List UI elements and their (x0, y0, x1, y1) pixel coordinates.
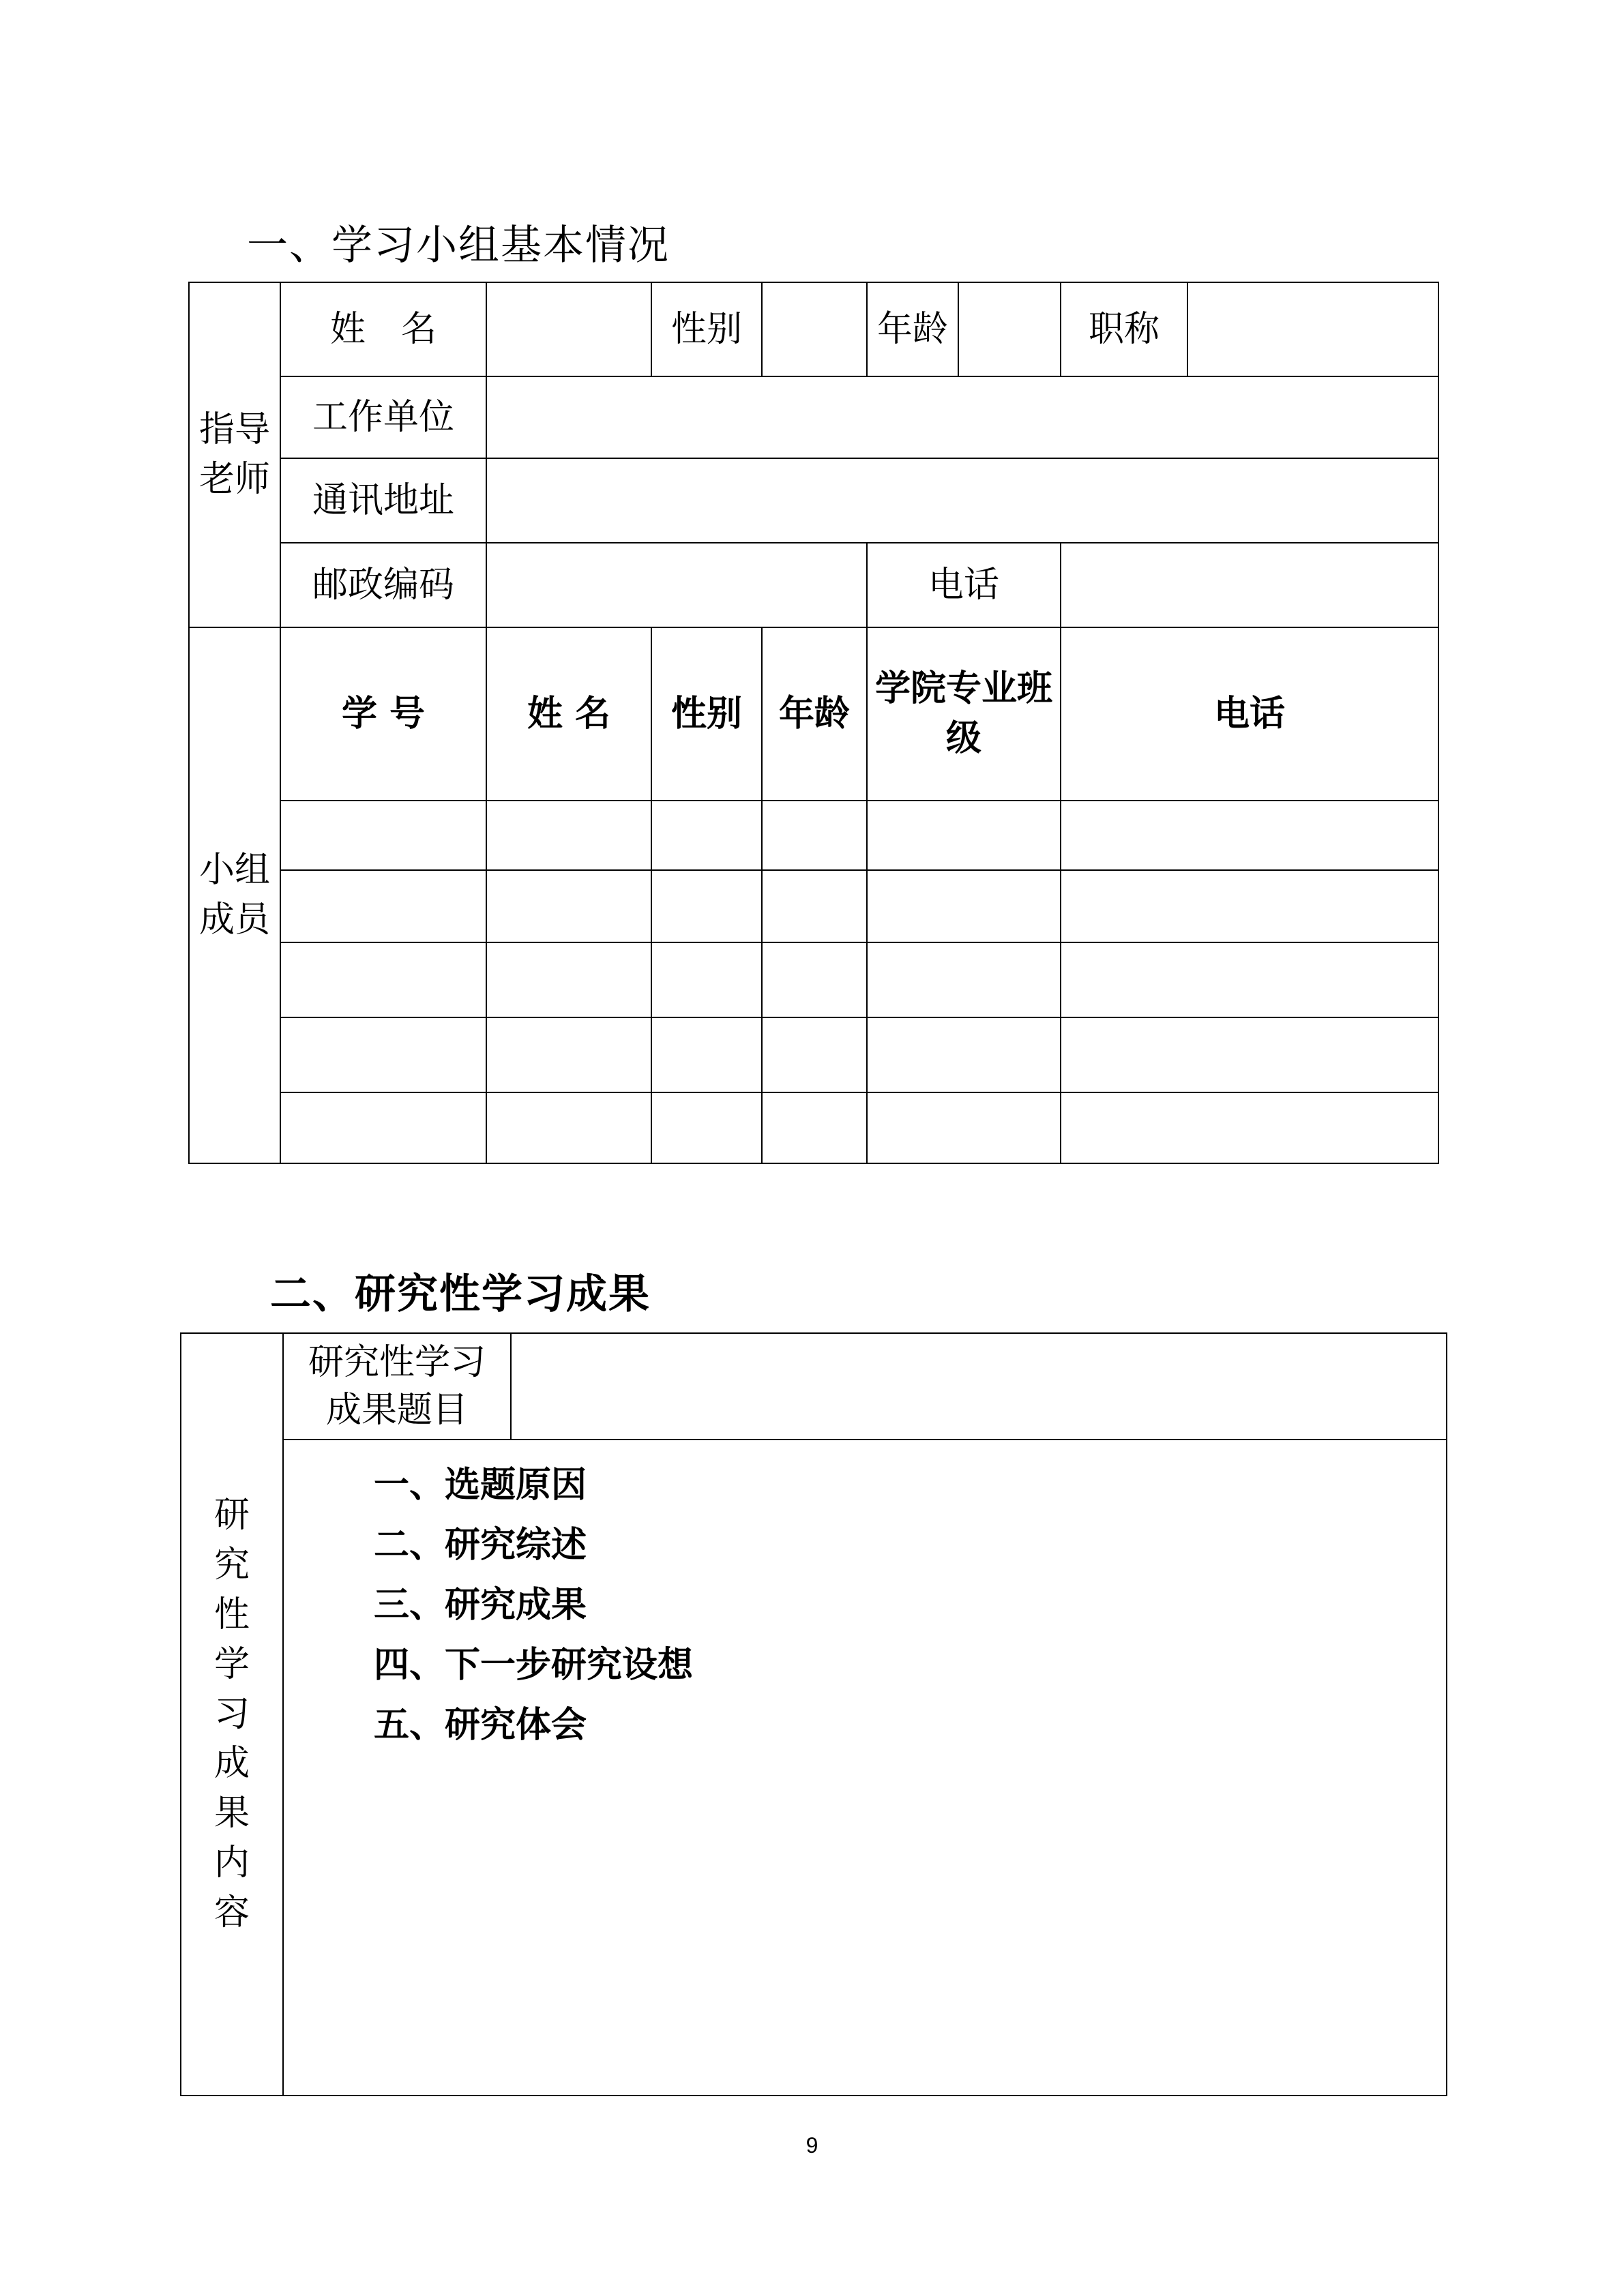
advisor-postcode-label: 邮政编码 (280, 543, 486, 627)
member-cell[interactable] (762, 1017, 867, 1092)
member-cell[interactable] (762, 870, 867, 942)
member-header-college-class: 学院专业班级 (867, 627, 1061, 801)
member-cell[interactable] (1061, 1017, 1438, 1092)
member-cell[interactable] (280, 870, 486, 942)
advisor-workplace-field[interactable] (486, 376, 1438, 458)
member-cell[interactable] (867, 1092, 1061, 1163)
results-topic-field[interactable] (511, 1333, 1447, 1440)
member-cell[interactable] (651, 870, 762, 942)
list-item: 五、研究体会 (374, 1705, 587, 1746)
page-number: 9 (806, 2133, 818, 2158)
members-row-label: 小组 成员 (189, 627, 280, 1163)
member-cell[interactable] (762, 1092, 867, 1163)
member-cell[interactable] (280, 801, 486, 870)
member-cell[interactable] (867, 942, 1061, 1017)
member-cell[interactable] (651, 942, 762, 1017)
member-cell[interactable] (651, 801, 762, 870)
member-cell[interactable] (651, 1092, 762, 1163)
advisor-title-label: 职称 (1061, 282, 1187, 376)
research-results-table (180, 1332, 1447, 2096)
list-item: 二、研究综述 (374, 1525, 587, 1566)
table-row (189, 870, 1438, 942)
member-cell[interactable] (486, 1017, 651, 1092)
results-topic-label: 研究性学习 成果题目 (283, 1333, 511, 1440)
member-cell[interactable] (486, 942, 651, 1017)
member-cell[interactable] (1061, 870, 1438, 942)
member-cell[interactable] (762, 942, 867, 1017)
advisor-workplace-label: 工作单位 (280, 376, 486, 458)
advisor-title-field[interactable] (1187, 282, 1438, 376)
member-header-student-id: 学 号 (280, 627, 486, 801)
advisor-postcode-field[interactable] (486, 543, 867, 627)
member-cell[interactable] (867, 801, 1061, 870)
member-cell[interactable] (867, 1017, 1061, 1092)
advisor-phone-field[interactable] (1061, 543, 1438, 627)
member-header-gender: 性别 (651, 627, 762, 801)
advisor-phone-label: 电话 (867, 543, 1061, 627)
table-row (189, 1017, 1438, 1092)
member-cell[interactable] (486, 801, 651, 870)
member-header-age: 年龄 (762, 627, 867, 801)
advisor-address-label: 通讯地址 (280, 458, 486, 543)
advisor-name-label: 姓 名 (280, 282, 486, 376)
group-info-table (188, 282, 1439, 1164)
member-cell[interactable] (486, 1092, 651, 1163)
section1-title: 一、学习小组基本情况 (247, 222, 670, 269)
section2-title: 二、研究性学习成果 (270, 1270, 651, 1318)
member-cell[interactable] (867, 870, 1061, 942)
member-cell[interactable] (486, 870, 651, 942)
member-cell[interactable] (280, 942, 486, 1017)
member-cell[interactable] (1061, 801, 1438, 870)
table-row (189, 942, 1438, 1017)
advisor-gender-label: 性别 (651, 282, 762, 376)
advisor-gender-field[interactable] (762, 282, 867, 376)
member-cell[interactable] (651, 1017, 762, 1092)
table-row (189, 1092, 1438, 1163)
list-item: 四、下一步研究设想 (374, 1645, 694, 1686)
member-header-name: 姓 名 (486, 627, 651, 801)
member-header-phone: 电话 (1061, 627, 1438, 801)
advisor-age-label: 年龄 (867, 282, 958, 376)
advisor-age-field[interactable] (958, 282, 1061, 376)
list-item: 一、选题原因 (374, 1465, 587, 1506)
list-item: 三、研究成果 (374, 1585, 587, 1626)
results-content-label: 研 究 性 学 习 成 果 内 容 (181, 1333, 283, 2096)
advisor-address-field[interactable] (486, 458, 1438, 543)
member-cell[interactable] (280, 1092, 486, 1163)
member-cell[interactable] (1061, 942, 1438, 1017)
table-row (189, 801, 1438, 870)
advisor-row-label: 指导 老师 (189, 282, 280, 627)
member-cell[interactable] (280, 1017, 486, 1092)
member-cell[interactable] (1061, 1092, 1438, 1163)
member-cell[interactable] (762, 801, 867, 870)
results-content-area[interactable] (283, 1440, 1447, 2096)
advisor-name-field[interactable] (486, 282, 651, 376)
